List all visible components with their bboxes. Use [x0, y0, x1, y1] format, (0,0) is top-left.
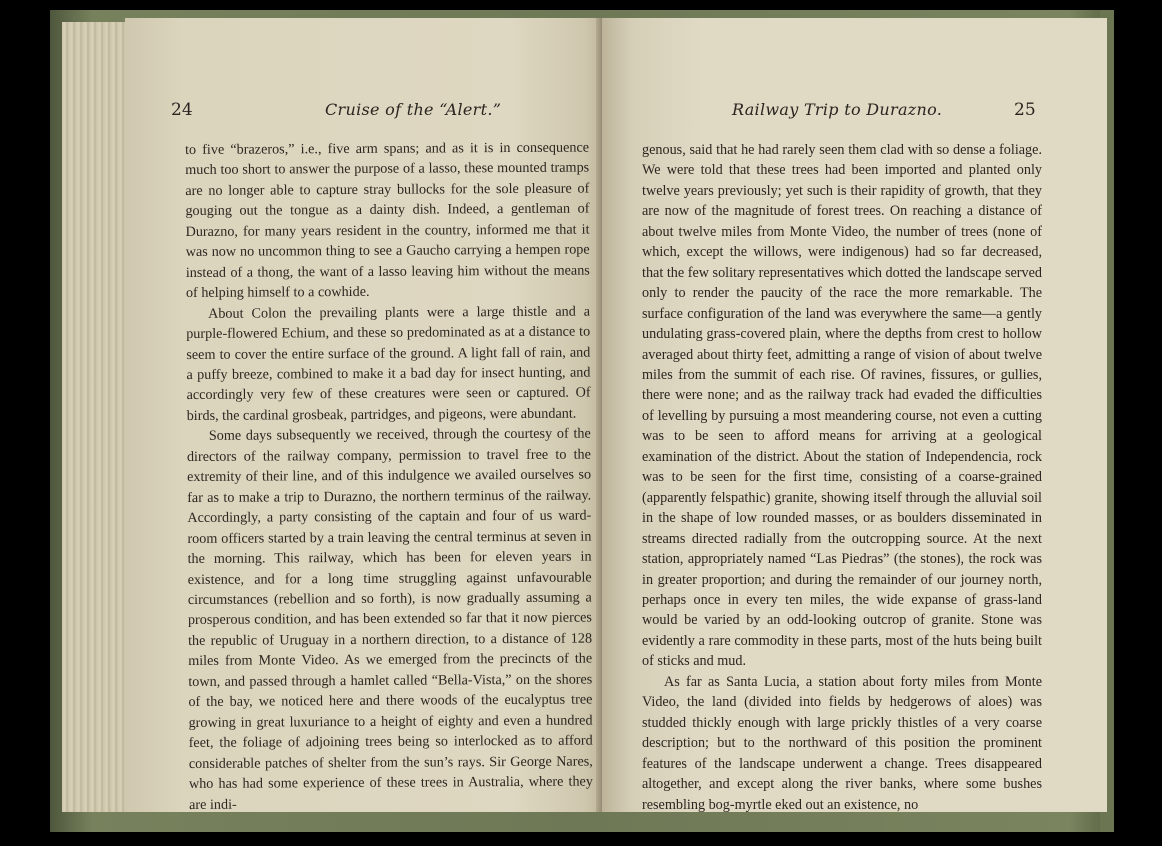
left-page [125, 18, 609, 812]
paragraph: As far as Santa Lucia, a station about forty miles from Monte Video, the land (divided into fields by hedgerows of aloes) was studded thickly enough with large prickly thistles of a very coarse description; but to the northward of this position the prominent features of the landscape underwent a change. Trees disappeared altogether, and except along the river banks, where some bushes resembling bog-myrtle eked out an existence, no [642, 673, 1042, 812]
left-running-head: Cruise of the “Alert.” [325, 100, 502, 119]
right-page [602, 18, 1107, 812]
paragraph: Some days subsequently we received, through the courtesy of the directors of the railway company, permission to travel free to the extremity of their line, and of this indulgence we availed ourselves so far as to make a trip to Durazno, the northern terminus of the railway. Accordingly, a party consisting of the captain and four of us ward-room officers started by a train leaving the central terminus at seven in the morning. This railway, which has been for eleven years in existence, and for a long time struggling against unfavourable circumstances (rebellion and so forth), is now gradually assuming a prosperous condition, and has been extended so far that it now pierces the republic of Uruguay in a northern direction, to a distance of 128 miles from Monte Video. As we emerged from the precincts of the town, and passed through a hamlet called “Bella-Vista,” on the shores of the bay, we noticed here and there woods of the eucalyptus tree growing in great luxuriance to a height of eighty and even a hundred feet, the foliage of adjoining trees being so interlocked as to afford considerable patches of shelter from the sun’s rays. Sir George Nares, who has had some experience of these trees in Australia, where they are indi- [186, 425, 593, 812]
right-page-number: 25 [1014, 100, 1036, 120]
paragraph: genous, said that he had rarely seen them clad with so dense a foliage. We were told that these trees had been imported and planted only twelve years previously; yet such is their rapidity of growth, that they are now of the magnitude of forest trees. On reaching a distance of about twelve miles from Monte Video, the number of trees (none of which, except the willows, were indigenous) had so far decreased, that the few solitary representatives which dotted the landscape served only to render the paucity of the race the more remarkable. The surface configuration of the land was everywhere the same—a gently undulating grass-covered plain, where the depths from crest to hollow averaged about thirty feet, admitting a range of vision of about twelve miles from the summit of each rise. Of ravines, fissures, or gullies, there were none; and as the railway track had evaded the difficulties of levelling by pursuing a most meandering course, not even a cutting was to be seen to afford means for arriving at a geological examination of the district. About the station of Independencia, rock was to be seen for the first time, consisting of a coarse-grained (apparently felspathic) granite, showing itself through the alluvial soil in the shape of low rounded masses, or as boulders disseminated in streams directed radially from the outcropping source. At the next station, appropriately named “Las Piedras” (the stones), the rock was in greater proportion; and during the remainder of our journey north, perhaps once in every ten miles, the wide expanse of grass-land would be varied by an odd-looking outcrop of granite. Stone was evidently a rare commodity in these parts, most of the huts being built of sticks and mud. [642, 142, 1042, 670]
right-body-text [642, 140, 1042, 812]
left-body-text [185, 138, 593, 812]
paragraph: About Colon the prevailing plants were a large thistle and a purple-flowered Echium, and these so predominated as at a distance to seem to cover the entire surface of the ground. A light fall of rain, and a puffy breeze, combined to make it a bad day for insect hunting, and accordingly very few of these creatures were seen or captured. Of birds, the cardinal grosbeak, partridges, and pigeons, were abundant. [186, 303, 591, 424]
left-page-number: 24 [171, 100, 193, 120]
right-running-head: Railway Trip to Durazno. [732, 100, 943, 119]
paragraph: to five “brazeros,” i.e., five arm spans; and as it is in consequence much too short to answer the purpose of a lasso, these mounted tramps are no longer able to capture stray bullocks for the sole pleasure of gouging out the tongue as a dainty dish. Indeed, a gentleman of Durazno, for many years resident in the country, informed me that it was now no uncommon thing to see a Gaucho carrying a hempen rope instead of a thong, the want of a lasso leaving him without the means of helping himself to a cowhide. [185, 139, 590, 302]
